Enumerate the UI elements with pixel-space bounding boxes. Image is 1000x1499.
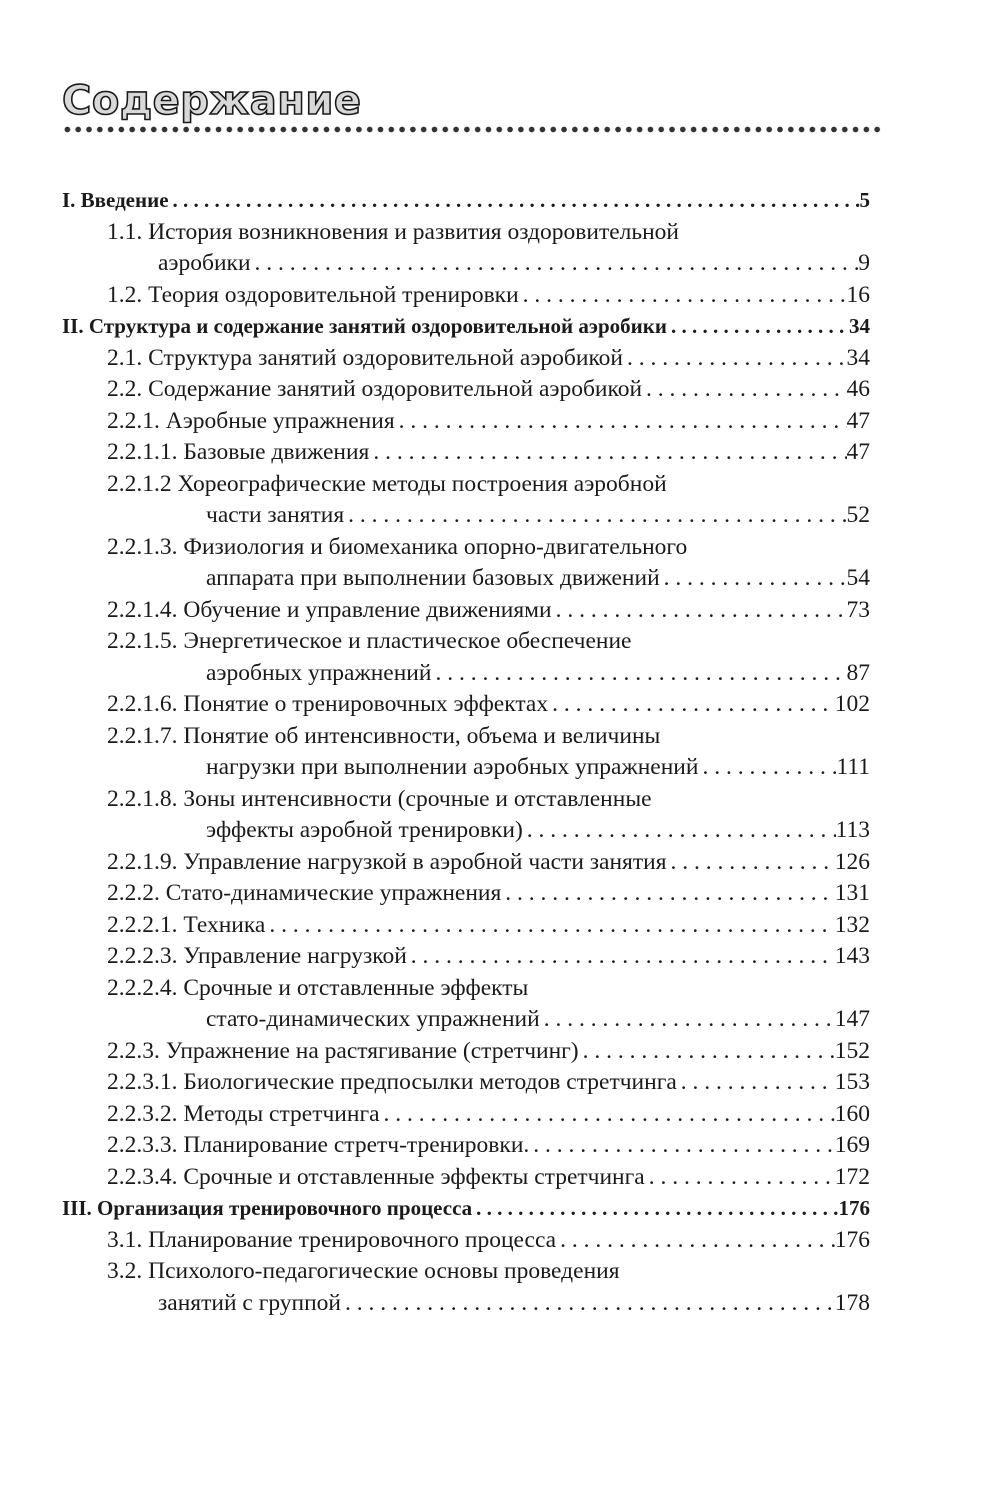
toc-entry[interactable] <box>0 721 1000 784</box>
toc-entry[interactable] <box>0 185 1000 217</box>
toc-entry-page-number: 47 <box>846 407 870 434</box>
toc-entry-title: 2.2.2.1. Техника <box>107 911 266 938</box>
dot-leader <box>698 752 836 784</box>
toc-entry[interactable] <box>0 1193 1000 1225</box>
toc-entry[interactable] <box>0 1036 1000 1068</box>
toc-entry-page-number: 178 <box>834 1289 870 1316</box>
dot-leader <box>677 1067 835 1099</box>
toc-entry-page-number: 102 <box>834 691 870 717</box>
toc-entry-page-number: 54 <box>846 565 870 591</box>
dot-leader <box>523 815 836 847</box>
toc-entry-page-number: 47 <box>846 439 870 465</box>
toc-entry-page-number: 152 <box>834 1037 870 1064</box>
toc-entry-title: 2.2.1.1. Базовые движения <box>107 439 370 465</box>
toc-entry-title: 2.2.1.7. Понятие об интенсивности, объема и величины <box>107 722 661 749</box>
dot-leader <box>540 1004 835 1036</box>
toc-entry-title: I. Введение <box>62 188 169 212</box>
toc-entry-title: занятий с группой <box>158 1289 342 1316</box>
toc-entry[interactable] <box>0 973 1000 1036</box>
toc-entry[interactable] <box>0 217 1000 280</box>
toc-entry-title: 2.2.3.2. Методы стретчинга <box>107 1100 380 1127</box>
toc-entry[interactable] <box>0 343 1000 375</box>
toc-entry-page-number: 52 <box>846 502 870 528</box>
toc-entry[interactable] <box>0 1256 1000 1319</box>
toc-entry-page-number: 126 <box>834 848 870 875</box>
toc-entry-title: части занятия <box>206 502 345 528</box>
toc-entry-title: 2.1. Структура занятий оздоровительной аэробикой <box>107 344 624 371</box>
toc-entry-title: 2.2.3.3. Планирование стретч-тренировки. <box>107 1132 530 1158</box>
dot-leader <box>645 1162 835 1194</box>
toc-entry-page-number: 111 <box>836 754 870 780</box>
dot-leader <box>667 311 849 343</box>
dot-leader <box>395 406 847 438</box>
toc-entry-title: 2.2.1. Аэробные упражнения <box>107 407 395 434</box>
toc-entry[interactable] <box>0 1067 1000 1099</box>
dot-leader <box>501 878 834 910</box>
toc-entry-title: III. Организация тренировочного процесса <box>62 1196 473 1220</box>
toc-entry[interactable] <box>0 1225 1000 1257</box>
toc-entry-page-number: 176 <box>834 1226 870 1253</box>
dot-leader <box>548 689 835 721</box>
title-dotted-rule <box>62 125 884 134</box>
toc-entry-title: аппарата при выполнении базовых движений <box>206 565 660 591</box>
toc-entry-title: 2.2.1.8. Зоны интенсивности (срочные и отставленные <box>107 785 652 812</box>
dot-leader <box>380 1099 835 1131</box>
toc-entry[interactable] <box>0 311 1000 343</box>
dot-leader <box>556 1225 835 1257</box>
dot-leader <box>407 941 835 973</box>
dot-leader <box>341 1288 835 1320</box>
dot-leader <box>579 1036 835 1068</box>
toc-entry-title: стато-динамических упражнений <box>206 1006 540 1032</box>
toc-entry[interactable] <box>0 532 1000 595</box>
toc-entry-page-number: 160 <box>834 1100 870 1127</box>
toc-entry-page-number: 73 <box>846 596 870 623</box>
toc-entry-page-number: 172 <box>834 1163 870 1190</box>
toc-entry[interactable] <box>0 437 1000 469</box>
dot-leader <box>169 185 860 217</box>
toc-entry-title: 1.2. Теория оздоровительной тренировки <box>107 281 519 308</box>
dot-leader <box>660 563 847 595</box>
toc-entry-page-number: 87 <box>846 659 870 686</box>
dot-leader <box>251 248 859 280</box>
toc-entry-page-number: 176 <box>838 1196 870 1220</box>
toc-entry-title: 2.2.2.3. Управление нагрузкой <box>107 943 407 969</box>
dot-leader <box>519 280 847 312</box>
toc-entry-title: аэробики <box>158 250 251 276</box>
toc-entry-page-number: 113 <box>835 817 870 843</box>
toc-entry-page-number: 34 <box>849 314 870 338</box>
toc-entry-title: 2.2.3.4. Срочные и отставленные эффекты стретчинга <box>107 1163 645 1190</box>
table-of-contents <box>0 185 1000 1319</box>
toc-entry-title: 3.1. Планирование тренировочного процесса <box>107 1226 557 1253</box>
toc-entry-page-number: 34 <box>846 344 870 371</box>
toc-entry-title: 2.2.1.6. Понятие о тренировочных эффектах <box>107 691 549 717</box>
toc-entry-page-number: 143 <box>834 943 870 969</box>
toc-entry-page-number: 16 <box>846 281 870 308</box>
dot-leader <box>431 658 846 690</box>
toc-entry[interactable] <box>0 1130 1000 1162</box>
toc-entry-page-number: 169 <box>834 1132 870 1158</box>
toc-entry[interactable] <box>0 689 1000 721</box>
toc-entry-page-number: 147 <box>834 1006 870 1032</box>
toc-entry-title: 1.1. История возникновения и развития оздоровительной <box>107 218 679 245</box>
toc-entry[interactable] <box>0 280 1000 312</box>
dot-leader <box>552 595 847 627</box>
toc-entry[interactable] <box>0 1162 1000 1194</box>
page-title: Содержание <box>62 78 362 124</box>
toc-entry-title: 2.2.2. Стато-динамические упражнения <box>107 880 502 906</box>
toc-entry[interactable] <box>0 941 1000 973</box>
dot-leader <box>344 500 846 532</box>
toc-entry-title: 2.2.1.4. Обучение и управление движениями <box>107 596 552 623</box>
toc-entry-title: 2.2.1.3. Физиология и биомеханика опорно-двигательного <box>107 533 688 560</box>
toc-entry-title: 2.2.1.9. Управление нагрузкой в аэробной части занятия <box>107 848 667 875</box>
toc-entry[interactable] <box>0 1099 1000 1131</box>
dot-leader <box>642 374 846 406</box>
toc-entry-title: 2.2.1.5. Энергетическое и пластическое обеспечение <box>107 628 632 654</box>
dot-leader <box>472 1193 838 1225</box>
toc-entry-title: аэробных упражнений <box>206 659 432 686</box>
toc-entry-page-number: 46 <box>846 376 870 402</box>
toc-entry[interactable] <box>0 910 1000 942</box>
toc-entry-title: 2.2. Содержание занятий оздоровительной аэробикой <box>107 376 643 402</box>
toc-entry-title: 3.2. Психолого-педагогические основы проведения <box>107 1258 620 1284</box>
toc-entry-page-number: 5 <box>859 188 870 212</box>
toc-entry-page-number: 153 <box>834 1069 870 1095</box>
toc-entry-page-number: 131 <box>834 880 870 906</box>
toc-entry[interactable] <box>0 374 1000 406</box>
toc-entry-title: 2.2.1.2 Хореографические методы построения аэробной <box>107 470 667 497</box>
toc-entry[interactable] <box>0 469 1000 532</box>
dot-leader <box>265 910 834 942</box>
toc-entry-title: 2.2.2.4. Срочные и отставленные эффекты <box>107 974 529 1001</box>
toc-entry[interactable] <box>0 595 1000 627</box>
toc-entry-title: эффекты аэробной тренировки) <box>206 817 523 843</box>
toc-entry-title: 2.2.3.1. Биологические предпосылки методов стретчинга <box>107 1069 677 1095</box>
dot-leader <box>529 1130 834 1162</box>
toc-entry-title: II. Структура и содержание занятий оздоровительной аэробики <box>62 314 667 338</box>
toc-entry[interactable] <box>0 878 1000 910</box>
toc-entry-page-number: 132 <box>834 911 870 938</box>
dot-leader <box>369 437 846 469</box>
dot-leader <box>667 847 835 879</box>
toc-entry-title: 2.2.3. Упражнение на растягивание (стретчинг) <box>107 1037 579 1064</box>
toc-entry-page-number: 9 <box>858 250 870 276</box>
toc-entry-title: нагрузки при выполнении аэробных упражнений <box>206 754 699 780</box>
toc-entry[interactable] <box>0 406 1000 438</box>
dot-leader <box>623 343 846 375</box>
toc-entry[interactable] <box>0 847 1000 879</box>
toc-entry[interactable] <box>0 784 1000 847</box>
toc-entry[interactable] <box>0 626 1000 689</box>
